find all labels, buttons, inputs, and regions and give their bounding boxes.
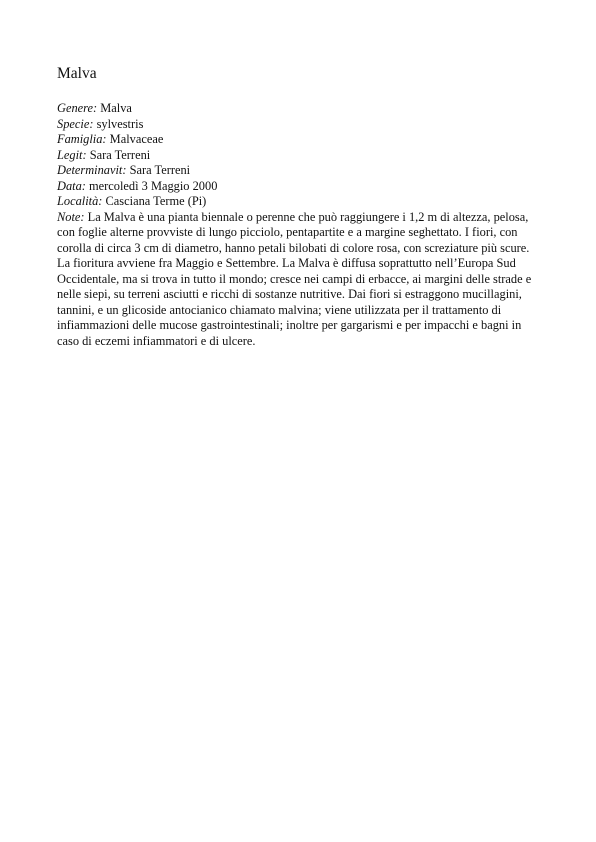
field-data <box>57 179 541 195</box>
page-title: Malva <box>57 65 97 82</box>
field-label: Località: <box>57 194 103 208</box>
field-value: mercoledì 3 Maggio 2000 <box>89 178 218 193</box>
field-label: Determinavit: <box>57 163 127 177</box>
field-value: Sara Terreni <box>129 163 191 177</box>
field-label: Data: <box>57 178 86 193</box>
field-value: sylvestris <box>96 116 144 131</box>
field-determinavit <box>57 163 541 179</box>
document-page <box>57 64 541 349</box>
field-label: Legit: <box>57 147 87 162</box>
field-note <box>57 210 541 350</box>
field-value: Sara Terreni <box>89 147 151 162</box>
note-label: Note: <box>57 209 85 224</box>
field-label: Famiglia: <box>57 132 107 146</box>
field-value: Casciana Terme (Pi) <box>105 194 207 208</box>
field-genere <box>57 101 541 117</box>
field-value: Malvaceae <box>109 132 164 146</box>
field-value: Malva <box>100 101 132 115</box>
field-specie <box>57 117 541 133</box>
field-legit <box>57 148 541 164</box>
field-label: Specie: <box>57 116 94 131</box>
note-text: La Malva è una pianta biennale o perenne che può raggiungere i 1,2 m di altezza, pelosa, con foglie alterne provviste di lungo picciolo, pentapartite e a margine seghettato. I fiori, con corolla di circa 3 cm di diametro, hanno petali bilobati di colore rosa, con screziature più scure. La fioritura avviene fra Maggio e Settembre. La Malva è diffusa soprattutto nell’Europa Sud Occidentale, ma si trova in tutto il mondo; cresce nei campi di erbacce, ai margini delle strade e nelle siepi, su terreni asciutti e ricchi di sostanze nutritive. Dai fiori si estraggono mucillagini, tannini, e un glicoside antocianico chiamato malvina; viene utilizzata per il trattamento di infiammazioni delle mucose gastrointestinali; inoltre per gargarismi e per impacchi e bagni in caso di eczemi infiammatori e di ulcere. <box>57 209 532 348</box>
field-famiglia <box>57 132 541 148</box>
field-label: Genere: <box>57 101 98 115</box>
specimen-fields <box>57 101 541 349</box>
field-localita <box>57 194 541 210</box>
